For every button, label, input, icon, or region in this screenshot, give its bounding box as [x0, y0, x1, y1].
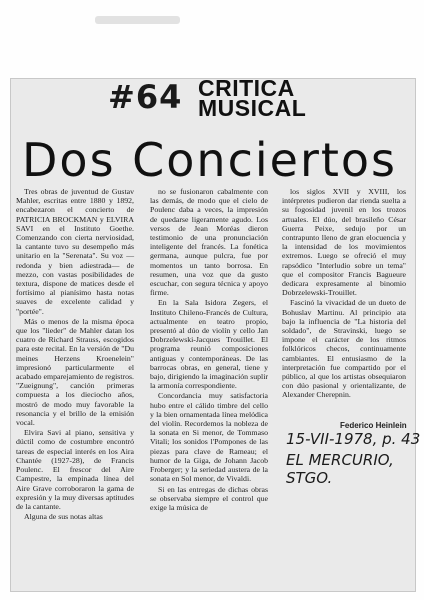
column-2-paragraph-3: Concordancia muy satisfactoria hubo entre el cálido timbre del cello y la bien ornamentada línea melódica del violín. Recordemos la nobleza de la sonata en Si menor, de Tommaso Vitali; los sonidos l'Pompones de las piezas para clave de Rameau; el humor de la Giga, de Johann Jacob Froberger; y la seriedad austera de la sonata en Sol menor, de Vivaldi. — [150, 391, 268, 484]
column-1-paragraph-1: Tres obras de juventud de Gustav Mahler, escritas entre 1880 y 1892, encabezaron el concierto de PATRICIA BROCKMAN y ELVIRA SAVI en el Instituto Goethe. Comenzando con cierta nerviosidad, la cantante tuvo su desempeño más unitario en la "Serenata". Su voz —redonda y bien adiestrada— de mezzo, con vastas posibilidades de textura, dispone de matices desde el fortísimo al pianísimo hasta notas suaves de excelente calidad y "portée". — [16, 187, 134, 316]
column-3-paragraph-1: los siglos XVII y XVIII, los intérpretes pudieron dar rienda suelta a su fogosidad juvenil en los trozos artuales. El dúo, del brasileño César Guerra Peixe, sedujo por un contrapunto lleno de gran elocuencia y la intensidad de los movimientos extremos. Luego se ofreció el muy rapsódico "Interludio sobre un tema" que el compositor Francis Bagueure dedicara expresamente al binomio Dobrzelewski-Trouillet. — [282, 187, 406, 298]
section-heading-line-1: CRITICA — [198, 75, 295, 101]
section-heading — [198, 75, 378, 121]
column-2-paragraph-4: Si en las entregas de dichas obras se observaba siempre el control que exige la música de — [150, 484, 268, 512]
column-2-paragraph-2: En la Sala Isidora Zegers, el Instituto Chileno-Francés de Cultura, actualmente en teatro propio, presentó al dúo de violín y cello Jan Dobrzelewski-Jacques Trouillet. El programa reunió composiciones antiguas y contemporáneas. De las barrocas obras, en general, tiene y bajo, dirigiendo la imaginación suplir la armonía correspondiente. — [150, 298, 268, 391]
handwritten-archive-number: #64 — [108, 78, 183, 116]
column-3-paragraph-2: Fascinó la vivacidad de un dueto de Bohuslav Martinu. Al principio ata bajo la influencia de "La historia del soldado", de Stravinski, luego se impone el carácter de los ritmos folklóricos checos, continuamente cambiantes. El entusiasmo de la interpretación fue compartido por el público, al que los artistas obsequiaron con dúo pasional y orientalizante, de Alexander Cherepnin. — [282, 298, 406, 400]
column-1-paragraph-3: Elvira Savi al piano, sensitiva y dúctil como de costumbre encontró tareas de especial interés en los Aira Chantée (1927-28), de Francis Poulenc. El frescor del Aire Campestre, la empinada línea del Aire Grave corroboraron la gama de expresión y la muy diversas aptitudes de la cantante. — [16, 428, 134, 511]
article-column-2 — [150, 187, 268, 513]
handwritten-date-note: 15-VII-1978, p. 43 — [286, 430, 421, 448]
article-column-1 — [16, 187, 134, 522]
column-1-paragraph-2: Más o menos de la misma época que los "lieder" de Mahler datan los cuatro de Richard Strauss, escogidos para este recital. En la versión de "Du meines Herzens Kroenelein" impresionó particularmente el acabado emparejamiento de registros. "Zueignung", canción primeras compuesta a los dieciocho años, mostró de modo muy favorable la resonancia y el brillo de la emisión vocal. — [16, 316, 134, 428]
article-headline: Dos Conciertos — [22, 133, 397, 187]
article-column-3 — [282, 187, 406, 401]
clipping-torn-edge — [95, 16, 180, 24]
column-1-paragraph-4: Alguna de sus notas altas — [24, 512, 103, 522]
section-heading-line-2: MUSICAL — [198, 95, 307, 121]
author-signature: Federico Heinlein — [340, 421, 407, 430]
handwritten-source-note: EL MERCURIO, STGO. — [286, 451, 394, 487]
column-2-paragraph-1: no se fusionaron cabalmente con las demás, de modo que el cielo de Poulenc daba a veces, la impresión de quedarse ligeramente agudo. Los versos de Jean Moréas dieron testimonio de una pronunciación inteligente del francés. La fonética germana, aunque pulcra, fue por momentos un tanto borrosa. En resumen, una voz que da gusto escuchar, con segura técnica y apoyo firme. — [150, 187, 268, 298]
